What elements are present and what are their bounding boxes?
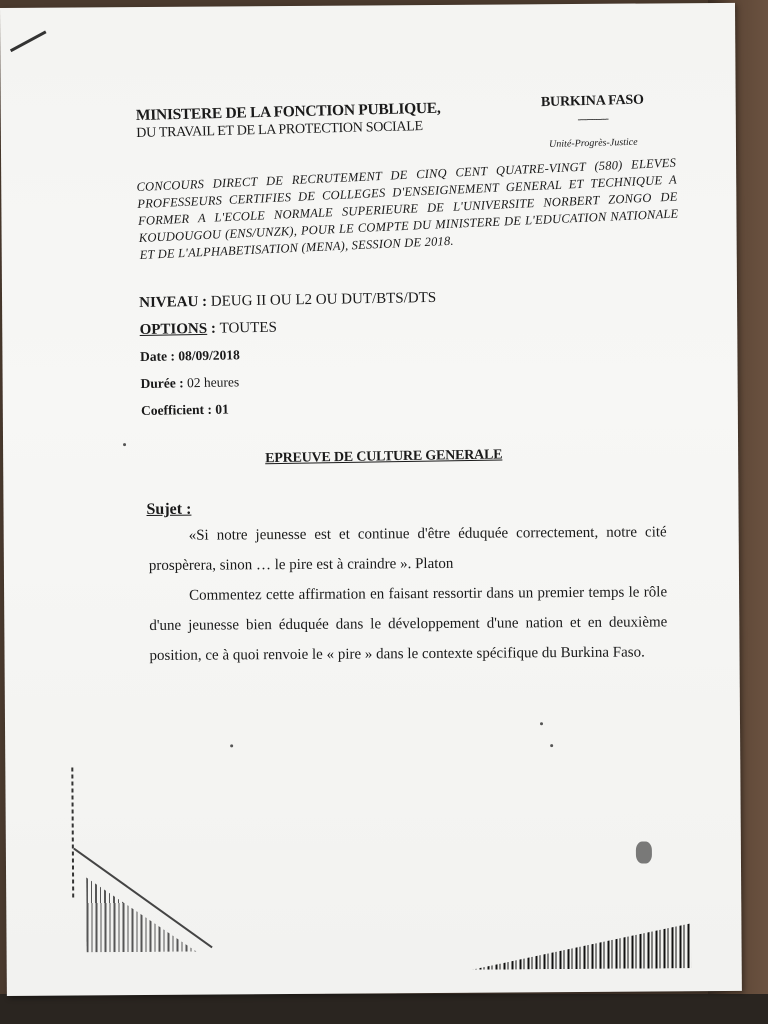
country-name: BURKINA FASO	[540, 92, 644, 111]
options-value: TOUTES	[219, 319, 278, 337]
scan-artifact-right	[471, 923, 691, 970]
ink-smudge	[636, 841, 652, 863]
duree-value: 02 heures	[186, 374, 240, 391]
background-edge	[0, 994, 768, 1024]
concours-description: CONCOURS DIRECT DE RECRUTEMENT DE CINQ CENT QUATRE-VINGT (580) ELEVES PROFESSEURS CERTIFIES DE COLLEGES D'ENSEIGNEMENT GENERAL ET TECHNIQUE A FORMER A L'ECOLE NORMALE SUPERIEURE DE L'UNIVERSITE NORBERT ZONGO DE KOUDOUGOU (ENS/UNZK), POUR LE COMPTE DU MINISTERE DE L'EDUCATION NATIONALE ET DE L'ALPHABETISATION (MENA), SESSION DE 2018.	[136, 155, 679, 262]
options-separator: :	[207, 320, 220, 337]
ministry-header	[136, 100, 441, 143]
country-header	[532, 92, 653, 150]
date-label: Date :	[139, 348, 176, 365]
fold-crease-line	[71, 768, 74, 898]
ink-speck	[230, 744, 233, 747]
coefficient-row	[141, 396, 439, 428]
niveau-label: NIVEAU :	[139, 293, 208, 312]
ministry-line-2: DU TRAVAIL ET DE LA PROTECTION SOCIALE	[136, 119, 423, 142]
exam-metadata	[139, 288, 438, 428]
instruction-paragraph: Commentez cette affirmation en faisant ressortir dans un premier temps le rôle d'une jeunesse bien éduquée dans le développement d'une nation et en deuxième position, ce à quoi renvoie le « pire » dans le contexte spécifique du Burkina Faso.	[149, 584, 668, 664]
niveau-value: DEUG II OU L2 OU DUT/BTS/DTS	[210, 289, 437, 310]
options-label: OPTIONS	[139, 320, 208, 339]
coefficient-label: Coefficient :	[140, 401, 213, 419]
quote-paragraph: «Si notre jeunesse est et continue d'être éduquée correctement, notre cité prospèrera, sinon … le pire est à craindre ». Platon	[148, 524, 667, 574]
ink-speck	[540, 722, 543, 725]
sujet-heading: Sujet :	[146, 500, 192, 518]
scan-artifact-left	[86, 877, 197, 953]
coefficient-value: 01	[215, 401, 229, 417]
ministry-line-1: MINISTERE DE LA FONCTION PUBLIQUE,	[135, 99, 441, 125]
ink-speck	[550, 744, 553, 747]
paper-scuff-mark	[10, 30, 47, 52]
country-separator: -------------	[577, 113, 609, 126]
national-motto: Unité-Progrès-Justice	[548, 136, 638, 150]
sujet-body	[149, 517, 668, 671]
ink-speck	[123, 443, 126, 446]
date-value: 08/09/2018	[178, 347, 240, 364]
duree-label: Durée :	[140, 375, 184, 392]
document-page	[0, 3, 742, 996]
exam-title: EPREUVE DE CULTURE GENERALE	[265, 447, 503, 467]
